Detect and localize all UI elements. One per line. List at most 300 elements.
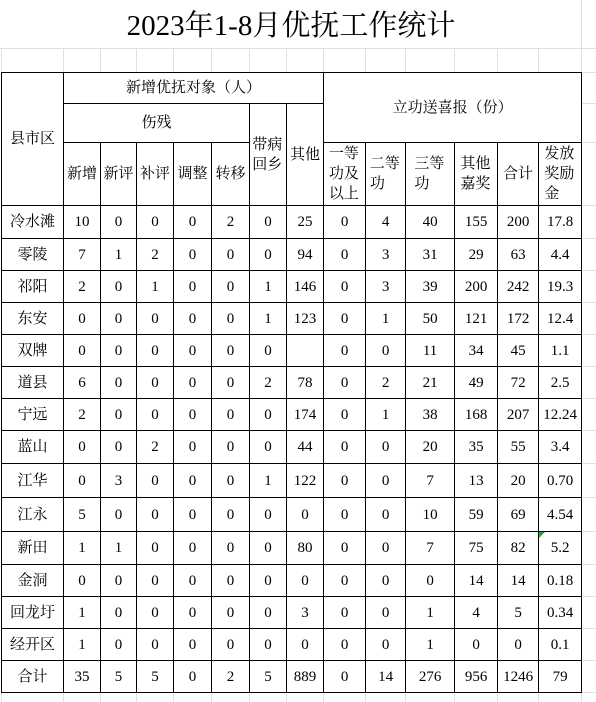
- value-cell-third-class-merit[interactable]: 38: [406, 399, 455, 431]
- value-cell-adjusted[interactable]: 0: [174, 206, 212, 239]
- value-cell-other[interactable]: 94: [287, 239, 324, 271]
- gridline: [582, 564, 596, 565]
- gridline: [582, 596, 596, 597]
- region-cell[interactable]: 合计: [2, 661, 64, 693]
- value-cell-third-class-merit[interactable]: 50: [406, 303, 455, 335]
- table-body: [2, 206, 582, 693]
- value-cell-other-commendation[interactable]: 49: [455, 367, 498, 399]
- value-cell-reward-amount[interactable]: 0.1: [539, 629, 582, 661]
- value-cell-second-class-merit[interactable]: 0: [366, 498, 406, 532]
- value-cell-adjusted[interactable]: 0: [174, 303, 212, 335]
- value-cell-newly-assessed[interactable]: 0: [101, 335, 137, 367]
- gridline: [582, 628, 596, 629]
- value-cell-supplementary-assessed[interactable]: 0: [137, 206, 174, 239]
- value-cell-sick-return[interactable]: 0: [250, 239, 287, 271]
- value-cell-first-class-merit[interactable]: 0: [324, 498, 366, 532]
- value-cell-third-class-merit[interactable]: 1: [406, 597, 455, 629]
- gridline: [497, 693, 498, 702]
- value-cell-new[interactable]: 7: [64, 239, 101, 271]
- table-row: [2, 464, 582, 498]
- value-cell-sick-return[interactable]: 0: [250, 206, 287, 239]
- region-cell[interactable]: 经开区: [2, 629, 64, 661]
- value-cell-newly-assessed[interactable]: 0: [101, 399, 137, 431]
- value-cell-transferred[interactable]: 2: [212, 661, 250, 693]
- value-cell-third-class-merit[interactable]: 10: [406, 498, 455, 532]
- value-cell-newly-assessed[interactable]: 1: [101, 532, 137, 565]
- gridline: [582, 72, 596, 73]
- gridline: [286, 48, 287, 72]
- value-cell-other-commendation[interactable]: 75: [455, 532, 498, 565]
- value-cell-reward-amount[interactable]: 0.34: [539, 597, 582, 629]
- value-cell-other-commendation[interactable]: 956: [455, 661, 498, 693]
- gridline: [581, 693, 582, 702]
- value-cell-adjusted[interactable]: 0: [174, 271, 212, 303]
- value-cell-transferred[interactable]: 0: [212, 464, 250, 498]
- value-cell-supplementary-assessed[interactable]: 0: [137, 464, 174, 498]
- value-cell-new[interactable]: 0: [64, 335, 101, 367]
- region-cell[interactable]: 东安: [2, 303, 64, 335]
- value-cell-supplementary-assessed[interactable]: 5: [137, 661, 174, 693]
- gridline: [582, 103, 596, 104]
- value-cell-first-class-merit[interactable]: 0: [324, 335, 366, 367]
- gridline: [211, 48, 212, 72]
- value-cell-other-commendation[interactable]: 121: [455, 303, 498, 335]
- gridline: [100, 48, 101, 72]
- value-cell-other-commendation[interactable]: 14: [455, 565, 498, 597]
- value-cell-other-commendation[interactable]: 168: [455, 399, 498, 431]
- value-cell-first-class-merit[interactable]: 0: [324, 303, 366, 335]
- gridline: [582, 660, 596, 661]
- region-cell[interactable]: 祁阳: [2, 271, 64, 303]
- value-cell-first-class-merit[interactable]: 0: [324, 239, 366, 271]
- value-cell-second-class-merit[interactable]: 0: [366, 335, 406, 367]
- value-cell-sick-return[interactable]: 1: [250, 303, 287, 335]
- header-sick-return-label: 带病回乡: [252, 136, 283, 173]
- value-cell-newly-assessed[interactable]: 0: [101, 431, 137, 464]
- header-transferred[interactable]: 转移: [212, 143, 250, 206]
- value-cell-other[interactable]: 80: [287, 532, 324, 565]
- total-row: [2, 661, 582, 693]
- value-cell-first-class-merit[interactable]: 0: [324, 464, 366, 498]
- gridline: [454, 693, 455, 702]
- value-cell-second-class-merit[interactable]: 3: [366, 239, 406, 271]
- value-cell-first-class-merit[interactable]: 0: [324, 431, 366, 464]
- value-cell-other-commendation[interactable]: 0: [455, 629, 498, 661]
- value-cell-merit-total[interactable]: 20: [498, 464, 539, 498]
- value-cell-other-commendation[interactable]: 155: [455, 206, 498, 239]
- value-cell-sick-return[interactable]: 0: [250, 498, 287, 532]
- gridline: [581, 48, 582, 72]
- value-cell-transferred[interactable]: 0: [212, 303, 250, 335]
- value-cell-sick-return[interactable]: 0: [250, 431, 287, 464]
- stats-table: [1, 72, 582, 693]
- value-cell-first-class-merit[interactable]: 0: [324, 532, 366, 565]
- value-cell-adjusted[interactable]: 0: [174, 464, 212, 498]
- table-row: [2, 399, 582, 431]
- value-cell-reward-amount[interactable]: 12.24: [539, 399, 582, 431]
- value-cell-reward-amount[interactable]: 79: [539, 661, 582, 693]
- value-cell-third-class-merit[interactable]: 7: [406, 464, 455, 498]
- value-cell-transferred[interactable]: 0: [212, 597, 250, 629]
- value-cell-supplementary-assessed[interactable]: 0: [137, 565, 174, 597]
- value-cell-newly-assessed[interactable]: 0: [101, 565, 137, 597]
- value-cell-adjusted[interactable]: 0: [174, 597, 212, 629]
- value-cell-merit-total[interactable]: 63: [498, 239, 539, 271]
- value-cell-third-class-merit[interactable]: 11: [406, 335, 455, 367]
- value-cell-third-class-merit[interactable]: 0: [406, 565, 455, 597]
- value-cell-merit-total[interactable]: 0: [498, 629, 539, 661]
- value-cell-adjusted[interactable]: 0: [174, 239, 212, 271]
- header-first-class-merit[interactable]: [324, 143, 366, 206]
- value-cell-other-commendation[interactable]: 4: [455, 597, 498, 629]
- value-cell-second-class-merit[interactable]: 0: [366, 565, 406, 597]
- gridline: [582, 463, 596, 464]
- value-cell-transferred[interactable]: 0: [212, 335, 250, 367]
- value-cell-sick-return[interactable]: 0: [250, 532, 287, 565]
- value-cell-merit-total[interactable]: 1246: [498, 661, 539, 693]
- gridline: [582, 430, 596, 431]
- value-cell-other[interactable]: 0: [287, 498, 324, 532]
- value-cell-other-commendation[interactable]: 59: [455, 498, 498, 532]
- table-row: [2, 335, 582, 367]
- value-cell-newly-assessed[interactable]: 0: [101, 206, 137, 239]
- value-cell-other[interactable]: 146: [287, 271, 324, 303]
- value-cell-second-class-merit[interactable]: 2: [366, 367, 406, 399]
- header-first-class-merit-label: 一等功及以上: [328, 146, 359, 202]
- header-other-commendation-label: 其他嘉奖: [460, 156, 491, 192]
- value-cell-new[interactable]: 5: [64, 498, 101, 532]
- value-cell-sick-return[interactable]: 0: [250, 399, 287, 431]
- value-cell-first-class-merit[interactable]: 0: [324, 597, 366, 629]
- value-cell-merit-total[interactable]: 207: [498, 399, 539, 431]
- value-cell-first-class-merit[interactable]: 0: [324, 565, 366, 597]
- gridline: [136, 48, 137, 72]
- gridline: [249, 693, 250, 702]
- region-cell[interactable]: 冷水滩: [2, 206, 64, 239]
- value-cell-sick-return[interactable]: 0: [250, 597, 287, 629]
- gridline: [582, 692, 596, 693]
- region-cell[interactable]: 新田: [2, 532, 64, 565]
- value-cell-merit-total[interactable]: 200: [498, 206, 539, 239]
- gridline: [405, 693, 406, 702]
- value-cell-second-class-merit[interactable]: 0: [366, 464, 406, 498]
- gridline: [497, 48, 498, 72]
- value-cell-third-class-merit[interactable]: 1: [406, 629, 455, 661]
- value-cell-other[interactable]: 0: [287, 565, 324, 597]
- value-cell-supplementary-assessed[interactable]: 2: [137, 431, 174, 464]
- table-row: [2, 239, 582, 271]
- value-cell-merit-total[interactable]: 72: [498, 367, 539, 399]
- header-newly-assessed[interactable]: 新评: [101, 143, 137, 206]
- value-cell-third-class-merit[interactable]: 40: [406, 206, 455, 239]
- gridline: [1, 693, 2, 702]
- header-adjusted[interactable]: 调整: [174, 143, 212, 206]
- page-title[interactable]: 2023年1-8月优抚工作统计: [126, 10, 456, 42]
- gridline: [249, 48, 250, 72]
- value-cell-supplementary-assessed[interactable]: 0: [137, 303, 174, 335]
- value-cell-transferred[interactable]: 0: [212, 367, 250, 399]
- value-cell-other[interactable]: 78: [287, 367, 324, 399]
- value-cell-supplementary-assessed[interactable]: 0: [137, 532, 174, 565]
- value-cell-transferred[interactable]: 0: [212, 399, 250, 431]
- value-cell-other-commendation[interactable]: 35: [455, 431, 498, 464]
- header-new[interactable]: 新增: [64, 143, 101, 206]
- table-row: [2, 271, 582, 303]
- table-row: [2, 498, 582, 532]
- gridline: [582, 270, 596, 271]
- gridline: [582, 531, 596, 532]
- value-cell-newly-assessed[interactable]: 1: [101, 239, 137, 271]
- value-cell-newly-assessed[interactable]: 0: [101, 367, 137, 399]
- header-disability-group[interactable]: 伤残: [64, 104, 250, 143]
- value-cell-transferred[interactable]: 2: [212, 206, 250, 239]
- table-header: [2, 73, 582, 206]
- table-row: [2, 303, 582, 335]
- gridline: [365, 48, 366, 72]
- value-cell-new[interactable]: 1: [64, 597, 101, 629]
- value-cell-second-class-merit[interactable]: 4: [366, 206, 406, 239]
- value-cell-reward-amount[interactable]: 4.54: [539, 498, 582, 532]
- region-cell[interactable]: 宁远: [2, 399, 64, 431]
- header-sick-return[interactable]: [250, 104, 287, 206]
- value-cell-supplementary-assessed[interactable]: 0: [137, 597, 174, 629]
- region-cell[interactable]: 江永: [2, 498, 64, 532]
- value-cell-newly-assessed[interactable]: 3: [101, 464, 137, 498]
- header-region[interactable]: 县市区: [2, 73, 64, 206]
- value-cell-merit-total[interactable]: 14: [498, 565, 539, 597]
- gridline: [582, 366, 596, 367]
- value-cell-other-commendation[interactable]: 200: [455, 271, 498, 303]
- gridline: [582, 398, 596, 399]
- value-cell-other[interactable]: 0: [287, 629, 324, 661]
- value-cell-reward-amount[interactable]: 1.1: [539, 335, 582, 367]
- value-cell-supplementary-assessed[interactable]: 1: [137, 271, 174, 303]
- value-cell-sick-return[interactable]: 5: [250, 661, 287, 693]
- value-cell-adjusted[interactable]: 0: [174, 629, 212, 661]
- value-cell-newly-assessed[interactable]: 0: [101, 597, 137, 629]
- header-merit-total[interactable]: 合计: [498, 143, 539, 206]
- value-cell-third-class-merit[interactable]: 39: [406, 271, 455, 303]
- value-cell-merit-total[interactable]: 172: [498, 303, 539, 335]
- value-cell-other[interactable]: 122: [287, 464, 324, 498]
- value-cell-other-commendation[interactable]: 13: [455, 464, 498, 498]
- value-cell-new[interactable]: 0: [64, 565, 101, 597]
- value-cell-third-class-merit[interactable]: 276: [406, 661, 455, 693]
- value-cell-sick-return[interactable]: 0: [250, 629, 287, 661]
- value-cell-merit-total[interactable]: 5: [498, 597, 539, 629]
- value-cell-transferred[interactable]: 0: [212, 565, 250, 597]
- value-cell-adjusted[interactable]: 0: [174, 661, 212, 693]
- value-cell-transferred[interactable]: 0: [212, 431, 250, 464]
- value-cell-new[interactable]: 2: [64, 399, 101, 431]
- header-second-class-merit-label: 二等功: [369, 156, 400, 192]
- value-cell-adjusted[interactable]: 0: [174, 565, 212, 597]
- gridline: [63, 693, 64, 702]
- gridline: [1, 48, 2, 72]
- value-cell-reward-amount[interactable]: 4.4: [539, 239, 582, 271]
- value-cell-new[interactable]: 1: [64, 532, 101, 565]
- gridline: [582, 302, 596, 303]
- gridline: [365, 693, 366, 702]
- value-cell-sick-return[interactable]: 1: [250, 464, 287, 498]
- value-cell-second-class-merit[interactable]: 14: [366, 661, 406, 693]
- table-row: [2, 597, 582, 629]
- region-cell[interactable]: 道县: [2, 367, 64, 399]
- value-cell-adjusted[interactable]: 0: [174, 431, 212, 464]
- region-cell[interactable]: 双牌: [2, 335, 64, 367]
- value-cell-other[interactable]: 174: [287, 399, 324, 431]
- gridline: [173, 48, 174, 72]
- value-cell-third-class-merit[interactable]: 21: [406, 367, 455, 399]
- region-cell[interactable]: 金洞: [2, 565, 64, 597]
- header-reward-amount-label: 发放奖励金: [544, 146, 575, 202]
- value-cell-adjusted[interactable]: 0: [174, 399, 212, 431]
- value-cell-adjusted[interactable]: 0: [174, 367, 212, 399]
- value-cell-third-class-merit[interactable]: 31: [406, 239, 455, 271]
- header-other-commendation[interactable]: [455, 143, 498, 206]
- gridline: [454, 48, 455, 72]
- value-cell-merit-total[interactable]: 242: [498, 271, 539, 303]
- table-row: [2, 431, 582, 464]
- value-cell-newly-assessed[interactable]: 0: [101, 498, 137, 532]
- gridline: [136, 693, 137, 702]
- value-cell-supplementary-assessed[interactable]: 0: [137, 629, 174, 661]
- table-row: [2, 532, 582, 565]
- region-cell[interactable]: 回龙圩: [2, 597, 64, 629]
- value-cell-sick-return[interactable]: 2: [250, 367, 287, 399]
- gridline: [538, 693, 539, 702]
- value-cell-merit-total[interactable]: 55: [498, 431, 539, 464]
- value-cell-new[interactable]: 0: [64, 303, 101, 335]
- value-cell-new[interactable]: 0: [64, 431, 101, 464]
- value-cell-supplementary-assessed[interactable]: 0: [137, 335, 174, 367]
- value-cell-first-class-merit[interactable]: 0: [324, 399, 366, 431]
- value-cell-sick-return[interactable]: 0: [250, 565, 287, 597]
- region-cell[interactable]: 零陵: [2, 239, 64, 271]
- value-cell-first-class-merit[interactable]: 0: [324, 271, 366, 303]
- value-cell-supplementary-assessed[interactable]: 2: [137, 239, 174, 271]
- value-cell-other[interactable]: 3: [287, 597, 324, 629]
- value-cell-other[interactable]: 25: [287, 206, 324, 239]
- value-cell-newly-assessed[interactable]: 0: [101, 629, 137, 661]
- header-new-objects-group[interactable]: 新增优抚对象（人）: [64, 73, 324, 104]
- value-cell-other[interactable]: 44: [287, 431, 324, 464]
- value-cell-newly-assessed[interactable]: 0: [101, 303, 137, 335]
- value-cell-newly-assessed[interactable]: 5: [101, 661, 137, 693]
- value-cell-second-class-merit[interactable]: 0: [366, 597, 406, 629]
- value-cell-reward-amount[interactable]: 17.8: [539, 206, 582, 239]
- value-cell-first-class-merit[interactable]: 0: [324, 629, 366, 661]
- value-cell-adjusted[interactable]: 0: [174, 335, 212, 367]
- value-cell-other[interactable]: [287, 335, 324, 367]
- value-cell-new[interactable]: 10: [64, 206, 101, 239]
- value-cell-adjusted[interactable]: 0: [174, 498, 212, 532]
- value-cell-transferred[interactable]: 0: [212, 629, 250, 661]
- value-cell-other-commendation[interactable]: 29: [455, 239, 498, 271]
- value-cell-second-class-merit[interactable]: 0: [366, 431, 406, 464]
- value-cell-second-class-merit[interactable]: 0: [366, 532, 406, 565]
- value-cell-transferred[interactable]: 0: [212, 532, 250, 565]
- value-cell-other-commendation[interactable]: 34: [455, 335, 498, 367]
- gridline: [582, 238, 596, 239]
- gridline: [286, 693, 287, 702]
- value-cell-reward-amount[interactable]: 2.5: [539, 367, 582, 399]
- value-cell-second-class-merit[interactable]: 1: [366, 303, 406, 335]
- gridline: [582, 142, 596, 143]
- value-cell-new[interactable]: 35: [64, 661, 101, 693]
- header-merit-group[interactable]: 立功送喜报（份）: [324, 73, 582, 143]
- error-indicator-icon: [539, 532, 545, 538]
- value-cell-first-class-merit[interactable]: 0: [324, 206, 366, 239]
- value-cell-sick-return[interactable]: 1: [250, 271, 287, 303]
- value-cell-first-class-merit[interactable]: 0: [324, 661, 366, 693]
- value-cell-transferred[interactable]: 0: [212, 498, 250, 532]
- value-cell-new[interactable]: 6: [64, 367, 101, 399]
- value-cell-newly-assessed[interactable]: 0: [101, 271, 137, 303]
- value-cell-third-class-merit[interactable]: 20: [406, 431, 455, 464]
- value-cell-new[interactable]: 2: [64, 271, 101, 303]
- table-row: [2, 367, 582, 399]
- value-cell-merit-total[interactable]: 82: [498, 532, 539, 565]
- value-cell-supplementary-assessed[interactable]: 0: [137, 399, 174, 431]
- gridline: [63, 48, 64, 72]
- region-cell[interactable]: 蓝山: [2, 431, 64, 464]
- value-cell-new[interactable]: 0: [64, 464, 101, 498]
- value-cell-transferred[interactable]: 0: [212, 239, 250, 271]
- header-reward-amount[interactable]: [539, 143, 582, 206]
- header-third-class-merit[interactable]: [406, 143, 455, 206]
- header-other[interactable]: 其他: [287, 104, 324, 206]
- value-cell-reward-amount[interactable]: 5.2: [539, 532, 582, 565]
- value-cell-reward-amount[interactable]: 19.3: [539, 271, 582, 303]
- table-row: [2, 629, 582, 661]
- gridline: [173, 693, 174, 702]
- header-row: [2, 73, 582, 104]
- value-cell-adjusted[interactable]: 0: [174, 532, 212, 565]
- gridline: [405, 48, 406, 72]
- value-cell-merit-total[interactable]: 69: [498, 498, 539, 532]
- value-cell-reward-amount[interactable]: 3.4: [539, 431, 582, 464]
- value-cell-second-class-merit[interactable]: 0: [366, 629, 406, 661]
- value-cell-transferred[interactable]: 0: [212, 271, 250, 303]
- gridline: [323, 693, 324, 702]
- value-cell-reward-amount[interactable]: 0.70: [539, 464, 582, 498]
- table-row: [2, 565, 582, 597]
- gridline: [582, 497, 596, 498]
- header-third-class-merit-label: 三等功: [414, 156, 445, 192]
- value-cell-supplementary-assessed[interactable]: 0: [137, 498, 174, 532]
- value-cell-sick-return[interactable]: 0: [250, 335, 287, 367]
- value-cell-second-class-merit[interactable]: 1: [366, 399, 406, 431]
- value-cell-second-class-merit[interactable]: 3: [366, 271, 406, 303]
- value-cell-merit-total[interactable]: 45: [498, 335, 539, 367]
- gridline: [538, 48, 539, 72]
- header-supplementary-assessed[interactable]: 补评: [137, 143, 174, 206]
- gridline: [211, 693, 212, 702]
- value-cell-new[interactable]: 1: [64, 629, 101, 661]
- value-cell-reward-amount[interactable]: 0.18: [539, 565, 582, 597]
- value-cell-reward-amount[interactable]: 12.4: [539, 303, 582, 335]
- gridline: [582, 205, 596, 206]
- gridline: [0, 48, 596, 49]
- value-cell-other[interactable]: 123: [287, 303, 324, 335]
- value-cell-third-class-merit[interactable]: 7: [406, 532, 455, 565]
- value-cell-supplementary-assessed[interactable]: 0: [137, 367, 174, 399]
- value-cell-first-class-merit[interactable]: 0: [324, 367, 366, 399]
- header-second-class-merit[interactable]: [366, 143, 406, 206]
- value-cell-other[interactable]: 889: [287, 661, 324, 693]
- region-cell[interactable]: 江华: [2, 464, 64, 498]
